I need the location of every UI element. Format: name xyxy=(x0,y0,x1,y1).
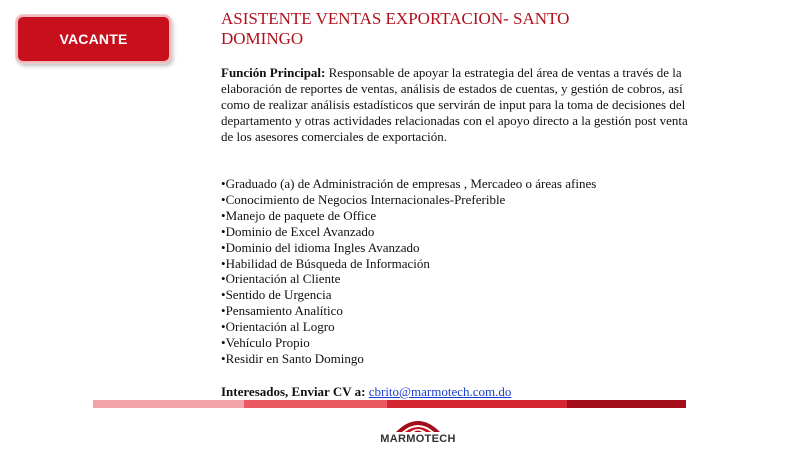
main-function-text: Responsable de apoyar la estrategia del área de ventas a través de la elaboración de reportes de ventas, análisis de estados de cuentas, y gestión de cobros, así como de realizar análisis estadísticos que servirán de input para la toma de decisiones del departamento y otras actividades relacionadas con el apoyo directo a la gestión post venta de los asesores comerciales de exportación. xyxy=(221,65,688,144)
main-function-label: Función Principal: xyxy=(221,65,326,80)
job-title: ASISTENTE VENTAS EXPORTACION- SANTO DOMINGO xyxy=(221,9,570,48)
requirement-item: • Manejo de paquete de Office xyxy=(221,208,596,224)
requirement-item: • Orientación al Logro xyxy=(221,319,596,335)
marmotech-logo xyxy=(370,412,466,446)
requirement-item: • Conocimiento de Negocios Internacionales-Preferible xyxy=(221,192,596,208)
requirement-item: • Dominio de Excel Avanzado xyxy=(221,224,596,240)
vacancy-badge xyxy=(16,15,171,63)
vacancy-badge-label: VACANTE xyxy=(59,31,128,47)
contact-label: Interesados, Enviar CV a: xyxy=(221,384,366,399)
requirement-item: • Pensamiento Analítico xyxy=(221,303,596,319)
requirement-item: • Orientación al Cliente xyxy=(221,271,596,287)
requirement-item: • Residir en Santo Domingo xyxy=(221,351,596,367)
requirement-item: • Dominio del idioma Ingles Avanzado xyxy=(221,240,596,256)
logo-text: MARMOTECH xyxy=(380,433,456,445)
main-function-paragraph xyxy=(221,65,693,145)
marmotech-logo-icon xyxy=(392,412,444,434)
divider-stripe xyxy=(244,400,387,408)
requirements-list xyxy=(221,176,596,367)
divider-stripe xyxy=(387,400,567,408)
requirement-item: • Vehículo Propio xyxy=(221,335,596,351)
requirement-item: • Graduado (a) de Administración de empresas , Mercadeo o áreas afines xyxy=(221,176,596,192)
email-link[interactable]: cbrito@marmotech.com.do xyxy=(368,384,512,399)
requirement-item: • Sentido de Urgencia xyxy=(221,287,596,303)
contact-line xyxy=(221,384,511,400)
divider-stripe xyxy=(93,400,244,408)
requirement-item: • Habilidad de Búsqueda de Información xyxy=(221,256,596,272)
divider-stripe xyxy=(567,400,686,408)
